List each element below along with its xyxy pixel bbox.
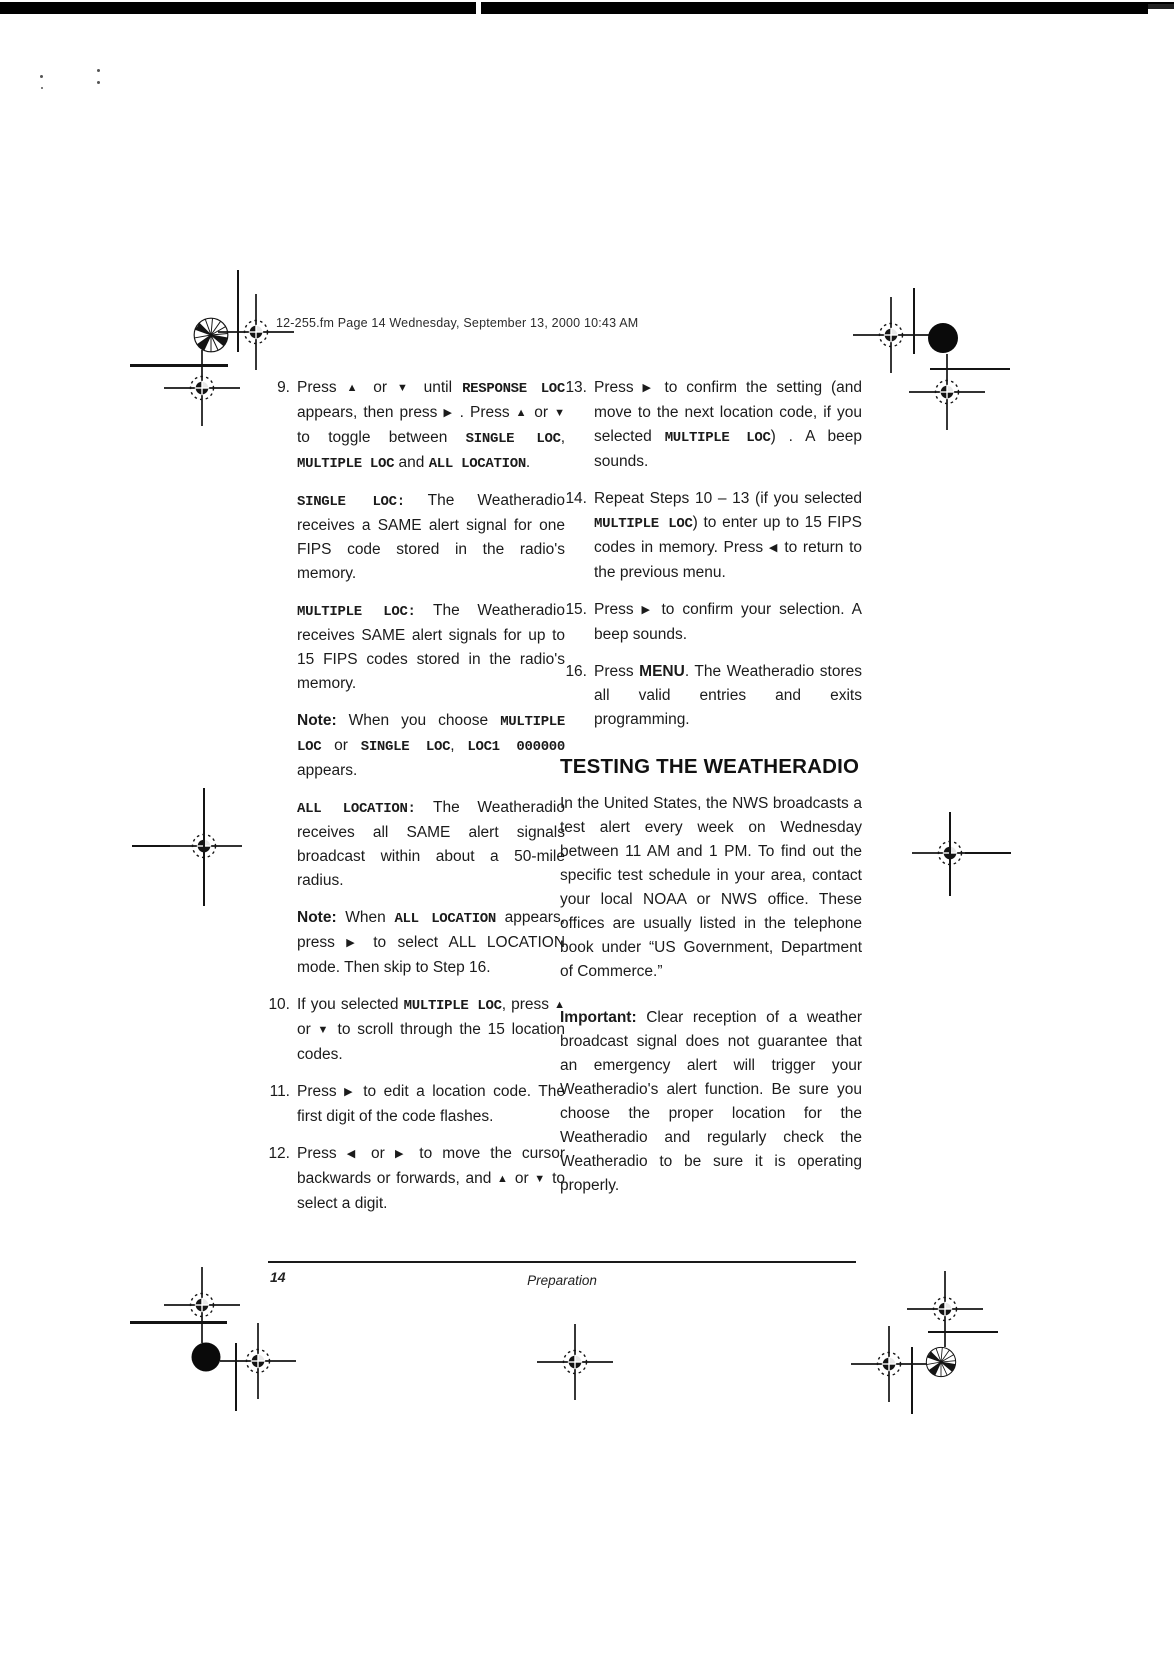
left-column <box>266 376 565 1229</box>
crop-line <box>949 812 951 896</box>
step-number: 9. <box>277 379 290 396</box>
step-number: 16. <box>565 663 587 680</box>
crop-line <box>911 1347 913 1414</box>
step-number: 15. <box>565 601 587 618</box>
registration-target-icon <box>217 1320 299 1402</box>
crop-line <box>237 270 239 352</box>
starburst-mark-icon <box>924 1345 958 1379</box>
step-item-12 <box>266 1142 565 1216</box>
step-item-11 <box>266 1080 565 1129</box>
note-paragraph <box>266 906 565 980</box>
crop-line <box>928 1331 998 1333</box>
step-number: 12. <box>268 1145 290 1162</box>
ink-dot <box>928 323 958 353</box>
step-item-14 <box>560 487 862 585</box>
paragraph-text: Note: When you choose MULTIPLE LOC or SINGLE LOC, LOC1 000000 appears. <box>297 712 565 779</box>
crop-line <box>203 788 205 906</box>
step-item-16 <box>560 660 862 732</box>
step-text: Press ▶ to edit a location code. The first digit of the code flashes. <box>297 1083 565 1125</box>
starburst-mark-icon <box>192 316 231 355</box>
crop-line <box>930 368 1010 370</box>
note-paragraph <box>266 709 565 783</box>
step-text: Press ▲ or ▼ until RESPONSE LOC appears, then press ▶ . Press ▲ or ▼ to toggle between SINGLE LOC, MULTIPLE LOC and ALL LOCATION. <box>297 379 565 472</box>
registration-target-icon <box>904 1268 986 1350</box>
crop-line <box>130 1321 227 1324</box>
step-number: 10. <box>268 996 290 1013</box>
definition-single-loc <box>266 489 565 586</box>
paragraph-text: Note: When ALL LOCATION appears, press ▶ to select ALL LOCATION mode. Then skip to Step 16. <box>297 909 566 976</box>
step-text: Press MENU. The Weatheradio stores all valid entries and exits programming. <box>594 663 862 728</box>
right-column <box>560 376 862 1220</box>
scan-edge-bar <box>0 2 1174 14</box>
step-text: Press ◀ or ▶ to move the cursor backwards or forwards, and ▲ or ▼ to select a digit. <box>297 1145 566 1212</box>
crop-line <box>235 1343 237 1411</box>
crop-line <box>130 364 228 367</box>
paragraph-text: MULTIPLE LOC: The Weatheradio receives SAME alert signals for up to 15 FIPS codes stored in the radio's memory. <box>297 602 565 692</box>
paragraph-text: Important: Clear reception of a weather broadcast signal does not guarantee that an emergency alert will trigger your Weatheradio's alert function. Be sure you choose the proper location for the Weatheradio and regularly check the Weatheradio to be sure it is operating properly. <box>560 1009 862 1194</box>
registration-target-icon <box>906 351 988 433</box>
step-number: 13. <box>565 379 587 396</box>
scan-speck <box>41 87 43 89</box>
step-text: Press ▶ to confirm the setting (and move to the next location code, if you selected MULTIPLE LOC) . A beep sounds. <box>594 379 862 470</box>
step-item-13 <box>560 376 862 474</box>
scan-speck <box>97 69 100 72</box>
ink-dot <box>192 1343 221 1372</box>
definition-all-location <box>266 796 565 893</box>
definition-multiple-loc <box>266 599 565 696</box>
footer-section-title: Preparation <box>527 1273 597 1288</box>
scan-speck <box>40 75 43 78</box>
crop-line <box>965 852 1011 854</box>
paragraph-text: In the United States, the NWS broadcasts a test alert every week on Wednesday between 11 AM and 1 PM. To find out the specific test schedule in your area, contact your local NOAA or NWS office. These offices are usually listed in the telephone book under “US Government, Department of Commerce.” <box>560 795 862 980</box>
step-item-15 <box>560 598 862 647</box>
scan-speck <box>97 81 100 84</box>
step-text: Press ▶ to confirm your selection. A beep sounds. <box>594 601 862 643</box>
crop-line <box>913 288 915 354</box>
section-heading: TESTING THE WEATHERADIO <box>560 755 860 778</box>
footer-rule <box>268 1261 856 1263</box>
crop-line <box>132 845 170 847</box>
print-job-header: 12-255.fm Page 14 Wednesday, September 13, 2000 10:43 AM <box>276 316 639 330</box>
step-text: Repeat Steps 10 – 13 (if you selected MULTIPLE LOC) to enter up to 15 FIPS codes in memory. Press ◀ to return to the previous menu. <box>594 490 863 581</box>
paragraph-text: ALL LOCATION: The Weatheradio receives all SAME alert signals broadcast within about a 50-mile radius. <box>297 799 565 889</box>
body-paragraph <box>560 792 862 984</box>
step-text: If you selected MULTIPLE LOC, press ▲ or ▼ to scroll through the 15 location codes. <box>297 996 566 1063</box>
page-number: 14 <box>270 1269 286 1285</box>
paragraph-text: SINGLE LOC: The Weatheradio receives a SAME alert signal for one FIPS code stored in the radio's memory. <box>297 492 565 582</box>
registration-target-icon <box>161 347 243 429</box>
step-item-10 <box>266 993 565 1067</box>
registration-target-icon <box>534 1321 616 1403</box>
step-number: 11. <box>269 1083 290 1100</box>
step-number: 14. <box>565 490 587 507</box>
important-paragraph <box>560 1006 862 1198</box>
step-item-9 <box>266 376 565 476</box>
